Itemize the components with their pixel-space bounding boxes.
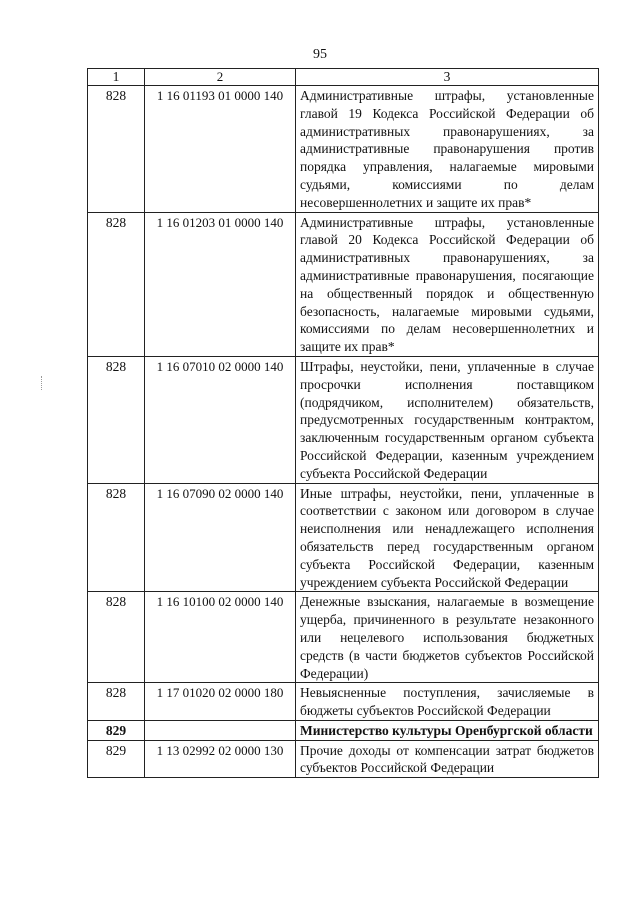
revenue-description-cell: Административные штрафы, установленные главой 20 Кодекса Российской Федерации об административных правонарушениях, за административные правонарушения, посягающие на общественный порядок и общественную безопасность, налагаемые мировыми судьями, комиссиями по делам несовершеннолетних и защите их прав* (296, 212, 599, 356)
revenue-description-cell: Прочие доходы от компенсации затрат бюджетов субъектов Российской Федерации (296, 740, 599, 778)
revenue-code-cell: 1 13 02992 02 0000 130 (145, 740, 296, 778)
table-header-row (88, 69, 599, 86)
column-header-1: 1 (88, 69, 145, 86)
table-row (88, 212, 599, 356)
table-row (88, 483, 599, 592)
admin-code-cell: 828 (88, 212, 145, 356)
revenue-description-cell: Штрафы, неустойки, пени, уплаченные в случае просрочки исполнения поставщиком (подрядчиком, исполнителем) обязательств, предусмотренных государственным контрактом, заключенным государственным органом субъекта Российской Федерации, казенным учреждением субъекта Российской Федерации (296, 356, 599, 483)
column-header-3: 3 (296, 69, 599, 86)
admin-code-cell: 828 (88, 592, 145, 683)
table-row (88, 86, 599, 213)
admin-code-cell: 829 (88, 720, 145, 740)
admin-code-cell: 828 (88, 86, 145, 213)
revenue-code-cell: 1 16 01203 01 0000 140 (145, 212, 296, 356)
ministry-header-row (88, 720, 599, 740)
budget-revenue-table (87, 68, 599, 778)
table-row (88, 740, 599, 778)
ministry-name-cell: Министерство культуры Оренбургской области (296, 720, 599, 740)
admin-code-cell: 829 (88, 740, 145, 778)
admin-code-cell: 828 (88, 356, 145, 483)
revenue-description-cell: Невыясненные поступления, зачисляемые в бюджеты субъектов Российской Федерации (296, 683, 599, 721)
column-header-2: 2 (145, 69, 296, 86)
table-row (88, 356, 599, 483)
table-row (88, 592, 599, 683)
page-number: 95 (313, 47, 327, 62)
revenue-code-cell: 1 16 07010 02 0000 140 (145, 356, 296, 483)
revenue-description-cell: Денежные взыскания, налагаемые в возмещение ущерба, причиненного в результате незаконного или нецелевого использования бюджетных средств (в части бюджетов субъектов Российской Федерации) (296, 592, 599, 683)
revenue-code-cell: 1 17 01020 02 0000 180 (145, 683, 296, 721)
revenue-code-cell (145, 720, 296, 740)
revenue-code-cell: 1 16 07090 02 0000 140 (145, 483, 296, 592)
admin-code-cell: 828 (88, 683, 145, 721)
revenue-description-cell: Иные штрафы, неустойки, пени, уплаченные в соответствии с законом или договором в случае неисполнения или ненадлежащего исполнения обязательств перед государственным органом субъекта Российской Федерации, казенным учреждением субъекта Российской Федерации (296, 483, 599, 592)
table-row (88, 683, 599, 721)
revenue-code-cell: 1 16 01193 01 0000 140 (145, 86, 296, 213)
scan-margin-mark (41, 376, 43, 390)
revenue-description-cell: Административные штрафы, установленные главой 19 Кодекса Российской Федерации об административных правонарушениях, за административные правонарушения против порядка управления, налагаемые мировыми судьями, комиссиями по делам несовершеннолетних и защите их прав* (296, 86, 599, 213)
revenue-code-cell: 1 16 10100 02 0000 140 (145, 592, 296, 683)
admin-code-cell: 828 (88, 483, 145, 592)
